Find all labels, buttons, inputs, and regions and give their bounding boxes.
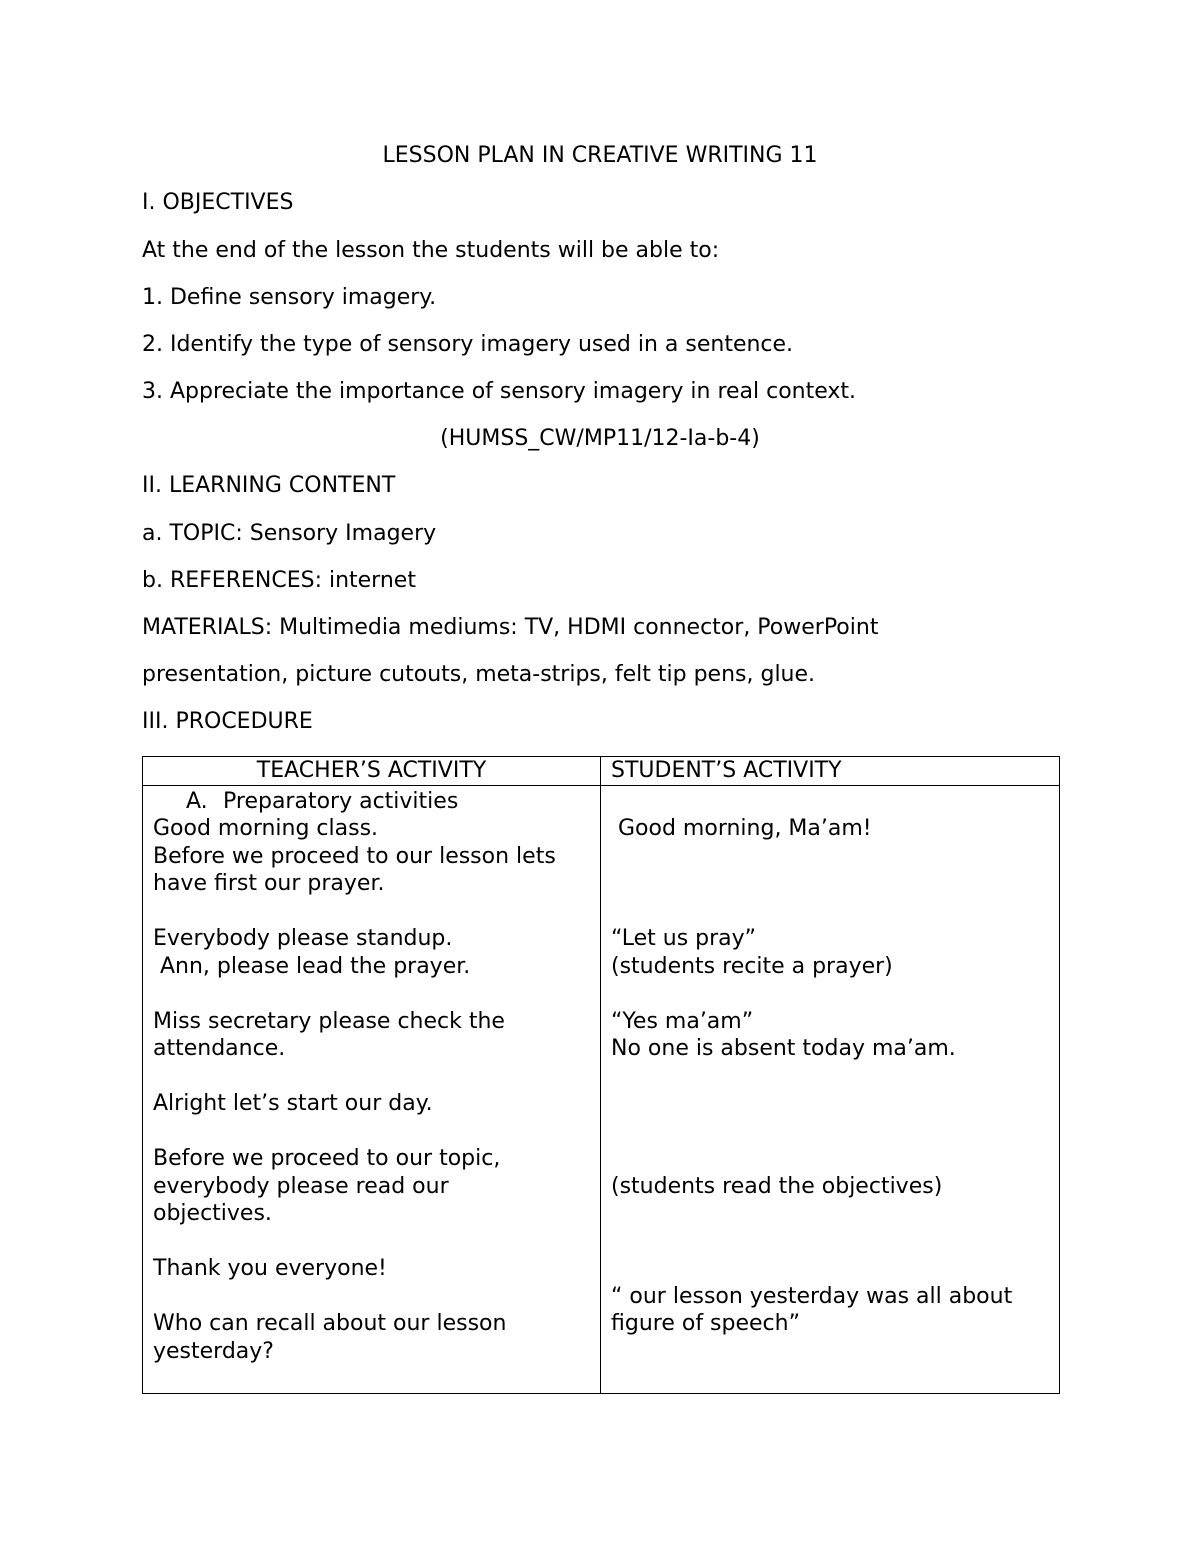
student-line: (students recite a prayer) [611, 953, 893, 979]
preparatory-activities-subheading [153, 788, 592, 816]
subheading-letter: A. [186, 788, 208, 814]
competency-code: (HUMSS_CW/MP11/12-Ia-b-4) [440, 426, 760, 451]
teacher-line: everybody please read our [153, 1173, 449, 1199]
teacher-line: attendance. [153, 1036, 286, 1061]
teacher-line: Before we proceed to our lesson lets [153, 843, 556, 869]
spacer [153, 1063, 592, 1091]
spacer [611, 980, 1051, 1008]
references-line: b. REFERENCES: internet [142, 568, 416, 593]
teacher-activity-header: TEACHER’S ACTIVITY [143, 757, 601, 786]
objective-item: 2. Identify the type of sensory imagery used in a sentence. [142, 332, 794, 357]
teacher-line: Alright let’s start our day. [153, 1091, 433, 1116]
teacher-line: Good morning class. [153, 816, 379, 841]
student-line: (students read the objectives) [611, 1173, 943, 1199]
objectives-heading: I. OBJECTIVES [142, 190, 294, 215]
spacer [611, 1090, 1051, 1118]
teacher-line: Who can recall about our lesson [153, 1311, 507, 1336]
spacer [611, 1118, 1051, 1146]
teacher-line: Thank you everyone! [153, 1256, 387, 1281]
table-row [143, 785, 1060, 1394]
teacher-line: Everybody please standup. [153, 926, 453, 951]
objective-item: 1. Define sensory imagery. [142, 285, 437, 310]
student-line: No one is absent today ma’am. [611, 1036, 956, 1061]
spacer [611, 1255, 1051, 1283]
teacher-line: yesterday? [153, 1338, 274, 1364]
spacer [611, 843, 1051, 871]
table-header-row [143, 757, 1060, 786]
spacer [153, 898, 592, 926]
spacer [153, 1228, 592, 1256]
spacer [153, 1283, 592, 1311]
spacer [611, 870, 1051, 898]
student-line: “ our lesson yesterday was all about [611, 1283, 1013, 1309]
document-title: LESSON PLAN IN CREATIVE WRITING 11 [382, 143, 818, 168]
objective-item: 3. Appreciate the importance of sensory imagery in real context. [142, 379, 857, 404]
topic-line: a. TOPIC: Sensory Imagery [142, 521, 437, 546]
student-line: Good morning, Ma’am! [611, 816, 872, 841]
teacher-line: Ann, please lead the prayer. [153, 953, 471, 979]
teacher-line: Miss secretary please check the [153, 1008, 505, 1034]
spacer [611, 788, 1051, 816]
teacher-line: objectives. [153, 1201, 272, 1226]
spacer [153, 980, 592, 1008]
teacher-line: Before we proceed to our topic, [153, 1146, 501, 1171]
subheading-title: Preparatory activities [223, 788, 459, 814]
student-line: “Let us pray” [611, 926, 757, 951]
teacher-line: have first our prayer. [153, 871, 385, 896]
spacer [153, 1118, 592, 1146]
spacer [611, 898, 1051, 926]
materials-line-continued: presentation, picture cutouts, meta-strips, felt tip pens, glue. [142, 662, 816, 687]
student-line: “Yes ma’am” [611, 1008, 754, 1034]
spacer [611, 1063, 1051, 1091]
spacer [611, 1145, 1051, 1173]
teacher-activity-cell [143, 785, 601, 1394]
student-line: figure of speech” [611, 1311, 800, 1336]
procedure-heading: III. PROCEDURE [142, 709, 313, 734]
spacer [611, 1200, 1051, 1228]
procedure-table [142, 756, 1060, 1394]
spacer [611, 1228, 1051, 1256]
materials-line: MATERIALS: Multimedia mediums: TV, HDMI connector, PowerPoint [142, 615, 879, 640]
student-activity-header: STUDENT’S ACTIVITY [601, 757, 1060, 786]
objectives-intro: At the end of the lesson the students will be able to: [142, 238, 720, 263]
learning-content-heading: II. LEARNING CONTENT [142, 473, 396, 498]
student-activity-cell [601, 785, 1060, 1394]
